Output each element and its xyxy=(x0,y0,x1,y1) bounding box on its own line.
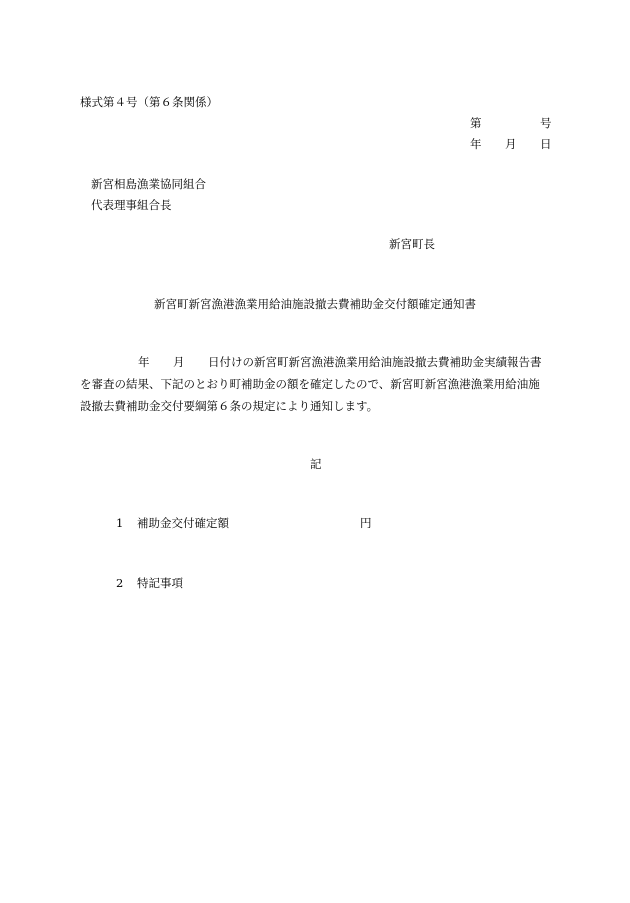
body-line-3: 設撤去費補助金交付要綱第６条の規定により通知します。 xyxy=(80,399,379,413)
sender: 新宮町長 xyxy=(389,237,435,251)
item-2-label: 特記事項 xyxy=(137,576,183,590)
recipient-organization: 新宮相島漁業協同組合 xyxy=(91,177,206,191)
body-month-label: 月 xyxy=(173,355,185,369)
document-number-suffix: 号 xyxy=(540,116,552,130)
item-1-number: 1 xyxy=(116,516,124,530)
date-year-label: 年 xyxy=(470,137,482,151)
record-label: 記 xyxy=(310,457,322,471)
body-line-1-text: 日付けの新宮町新宮漁港漁業用給油施設撤去費補助金実績報告書 xyxy=(208,355,542,369)
body-line-2: を審査の結果、下記のとおり町補助金の額を確定したので、新宮町新宮漁港漁業用給油施 xyxy=(80,377,540,391)
recipient-title: 代表理事組合長 xyxy=(91,198,172,212)
date-month-label: 月 xyxy=(505,137,517,151)
form-number: 様式第４号（第６条関係） xyxy=(80,95,218,109)
item-1-unit: 円 xyxy=(360,516,372,530)
document-title: 新宮町新宮漁港漁業用給油施設撤去費補助金交付額確定通知書 xyxy=(154,297,476,311)
body-year-label: 年 xyxy=(138,355,150,369)
item-2-number: 2 xyxy=(116,576,124,590)
document-number-prefix: 第 xyxy=(470,116,482,130)
date-day-label: 日 xyxy=(540,137,552,151)
item-1-label: 補助金交付確定額 xyxy=(137,516,229,530)
